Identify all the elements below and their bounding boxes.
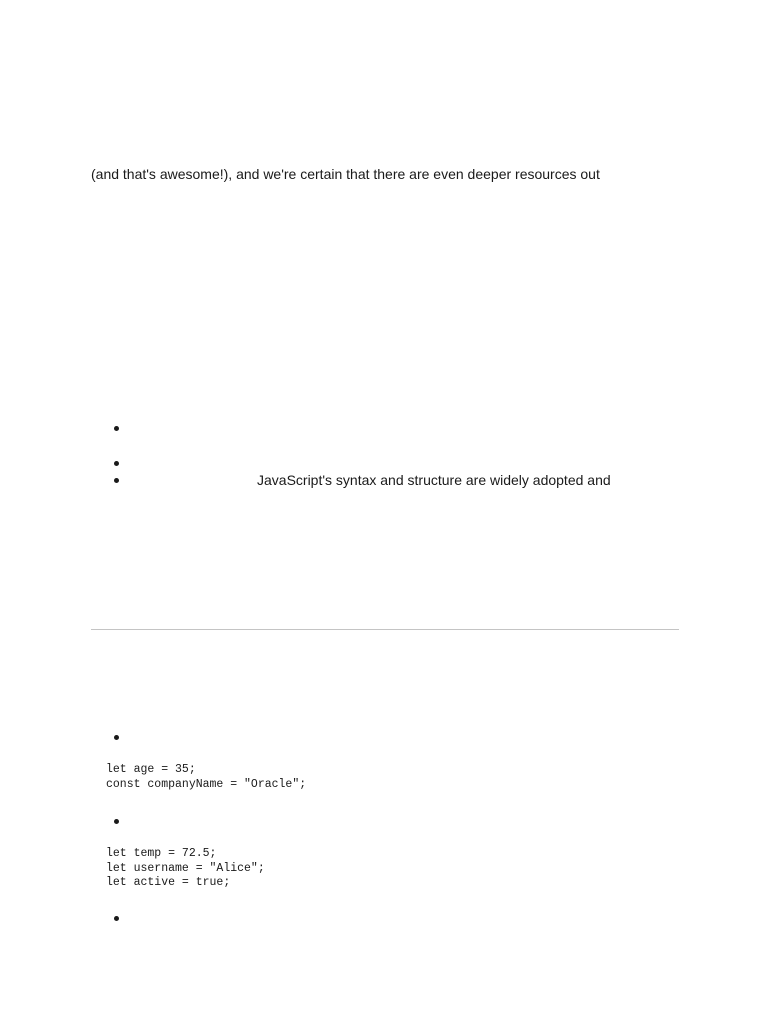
list-bullet-1 [114,426,119,431]
code-block-variables: let age = 35; const companyName = "Oracle"; [106,763,307,791]
code-block-datatypes: let temp = 72.5; let username = "Alice"; let active = true; [106,847,265,889]
intro-text-line: (and that's awesome!), and we're certain that there are even deeper resources out [91,166,600,182]
list-bullet-5 [114,819,119,824]
list-bullet-2 [114,461,119,466]
list-item-3-text: JavaScript's syntax and structure are widely adopted and [257,472,611,488]
list-bullet-6 [114,916,119,921]
section-divider [91,629,679,630]
list-bullet-4 [114,735,119,740]
list-bullet-3 [114,478,119,483]
